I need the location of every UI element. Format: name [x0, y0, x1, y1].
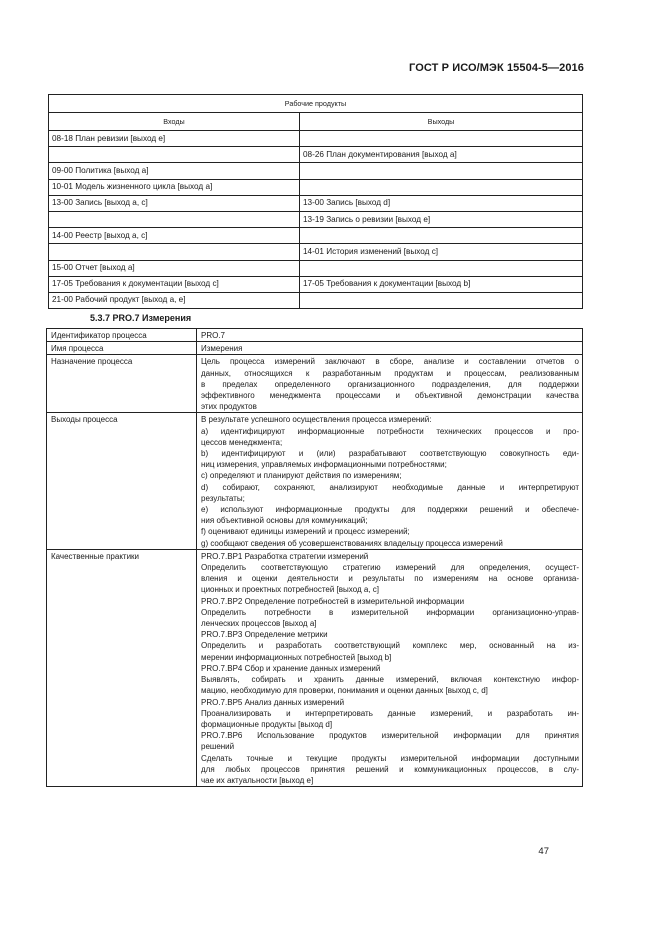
text-line: Сделать точные и текущие продукты измерительной информации доступными — [201, 753, 579, 763]
table-row — [49, 131, 583, 147]
text-line: чае их актуальности [выход e] — [201, 775, 314, 785]
output-cell: 13-19 Запись о ревизии [выход e] — [300, 211, 583, 227]
table-row — [49, 179, 583, 195]
text-line: PRO.7.BP6 Использование продуктов измерительной информации для принятия — [201, 731, 579, 741]
text-line: ниц измерения, управляемых информационными потребностями; — [201, 460, 447, 470]
text-line: формационные продукты [выход d] — [201, 719, 333, 729]
text-line: Выявлять, собирать и хранить данные измерений, включая контекстную инфор- — [201, 675, 579, 685]
table-row — [47, 342, 583, 355]
process-outcomes-label: Выходы процесса — [47, 413, 197, 549]
work-products-table — [48, 94, 583, 309]
text-line: ционных и проектных потребностей [выход a, c] — [201, 585, 379, 595]
text-line: PRO.7.BP5 Анализ данных измерений — [201, 697, 345, 707]
text-line: Определить соответствующую стратегию измерений для определения, осущест- — [201, 563, 579, 573]
table-row — [49, 292, 583, 308]
input-cell: 14-00 Реестр [выход a, c] — [49, 228, 300, 244]
text-line: f) оценивают единицы измерений и процесс измерений; — [201, 527, 410, 537]
table-row — [47, 355, 583, 413]
text-line: c) определяют и планируют действия по измерениям; — [201, 471, 402, 481]
inputs-column-header: Входы — [49, 113, 300, 131]
process-name-label: Имя процесса — [47, 342, 197, 355]
process-purpose-label: Назначение процесса — [47, 355, 197, 413]
process-id-label: Идентификатор процесса — [47, 329, 197, 342]
table-title-row — [49, 95, 583, 113]
table-row — [47, 329, 583, 342]
text-line: данных, относящихся к разработанным продуктам и процессам, реализованным — [201, 368, 579, 378]
text-line: цессов менеджмента; — [201, 437, 283, 447]
output-cell — [300, 131, 583, 147]
input-cell — [49, 244, 300, 260]
text-line: Проанализировать и интерпретировать данные измерений, и разработать ин- — [201, 708, 579, 718]
input-cell: 10-01 Модель жизненного цикла [выход a] — [49, 179, 300, 195]
table-row — [49, 147, 583, 163]
input-cell — [49, 147, 300, 163]
input-cell: 09-00 Политика [выход a] — [49, 163, 300, 179]
text-line: g) сообщают сведения об усовершенствованиях владельцу процесса измерений — [201, 538, 503, 548]
output-cell: 14-01 История изменений [выход c] — [300, 244, 583, 260]
text-line: PRO.7.BP1 Разработка стратегии измерений — [201, 551, 369, 561]
base-practices-text — [197, 549, 583, 786]
base-practices-label: Качественные практики — [47, 549, 197, 786]
table-row — [49, 228, 583, 244]
text-line: d) собирают, сохраняют, анализируют необходимые данные и интерпретируют — [201, 482, 579, 492]
text-line: В результате успешного осуществления процесса измерений: — [201, 415, 432, 425]
text-line: ленческих процессов [выход a] — [201, 619, 317, 629]
input-cell: 17-05 Требования к документации [выход c] — [49, 276, 300, 292]
text-line: Определить и разработать соответствующий комплекс мер, основанный на из- — [201, 641, 579, 651]
process-table — [46, 328, 583, 787]
process-outcomes-text — [197, 413, 583, 549]
document-standard-header: ГОСТ Р ИСО/МЭК 15504-5—2016 — [409, 62, 584, 74]
input-cell — [49, 211, 300, 227]
process-name-value: Измерения — [197, 342, 583, 355]
text-line: для любых процессов принятия решений и коммуникационных процессов, в слу- — [201, 764, 579, 774]
page-number: 47 — [538, 846, 549, 857]
output-cell: 17-05 Требования к документации [выход b] — [300, 276, 583, 292]
text-line: PRO.7.BP2 Определение потребностей в измерительной информации — [201, 596, 465, 606]
input-cell: 08-18 План ревизии [выход e] — [49, 131, 300, 147]
work-products-body — [49, 131, 583, 309]
work-products-title: Рабочие продукты — [49, 95, 583, 113]
text-line: этих продуктов — [201, 402, 257, 412]
text-line: b) идентифицируют и (или) разрабатывают соответствующую совокупность еди- — [201, 449, 579, 459]
table-row — [49, 163, 583, 179]
table-row — [49, 244, 583, 260]
table-header-row — [49, 113, 583, 131]
text-line: e) используют информационные продукты для поддержки решений и обеспече- — [201, 505, 579, 515]
text-line: эффективного менеджмента процессами и объективной демонстрации качества — [201, 391, 579, 401]
output-cell — [300, 292, 583, 308]
input-cell: 15-00 Отчет [выход a] — [49, 260, 300, 276]
text-line: Определить потребности в измерительной информации организационно-управ- — [201, 607, 579, 617]
text-line: результаты; — [201, 493, 245, 503]
process-id-value: PRO.7 — [197, 329, 583, 342]
output-cell — [300, 163, 583, 179]
input-cell: 13-00 Запись [выход a, c] — [49, 195, 300, 211]
output-cell — [300, 179, 583, 195]
table-row — [49, 195, 583, 211]
table-row — [47, 413, 583, 549]
output-cell: 13-00 Запись [выход d] — [300, 195, 583, 211]
table-row — [47, 549, 583, 786]
table-row — [49, 211, 583, 227]
text-line: вления и оценки деятельности и результаты по измерениям на основе организа- — [201, 574, 579, 584]
output-cell — [300, 228, 583, 244]
table-row — [49, 276, 583, 292]
input-cell: 21-00 Рабочий продукт [выход a, e] — [49, 292, 300, 308]
process-purpose-text — [197, 355, 583, 413]
text-line: в пределах определенного организационного подразделения, для поддержки — [201, 379, 579, 389]
text-line: решений — [201, 742, 235, 752]
text-line: Цель процесса измерений заключают в сборе, анализе и составлении отчетов о — [201, 357, 579, 367]
output-cell — [300, 260, 583, 276]
output-cell: 08-26 План документирования [выход a] — [300, 147, 583, 163]
table-row — [49, 260, 583, 276]
text-line: PRO.7.BP3 Определение метрики — [201, 630, 328, 640]
text-line: a) идентифицируют информационные потребности технических процессов и про- — [201, 426, 579, 436]
section-heading: 5.3.7 PRO.7 Измерения — [90, 313, 192, 323]
text-line: мерении информационных потребностей [выход b] — [201, 652, 392, 662]
text-line: PRO.7.BP4 Сбор и хранение данных измерений — [201, 663, 381, 673]
outputs-column-header: Выходы — [300, 113, 583, 131]
text-line: ния объективной основы для коммуникаций; — [201, 516, 368, 526]
text-line: мацию, необходимую для проверки, понимания и оценки данных [выход c, d] — [201, 686, 488, 696]
